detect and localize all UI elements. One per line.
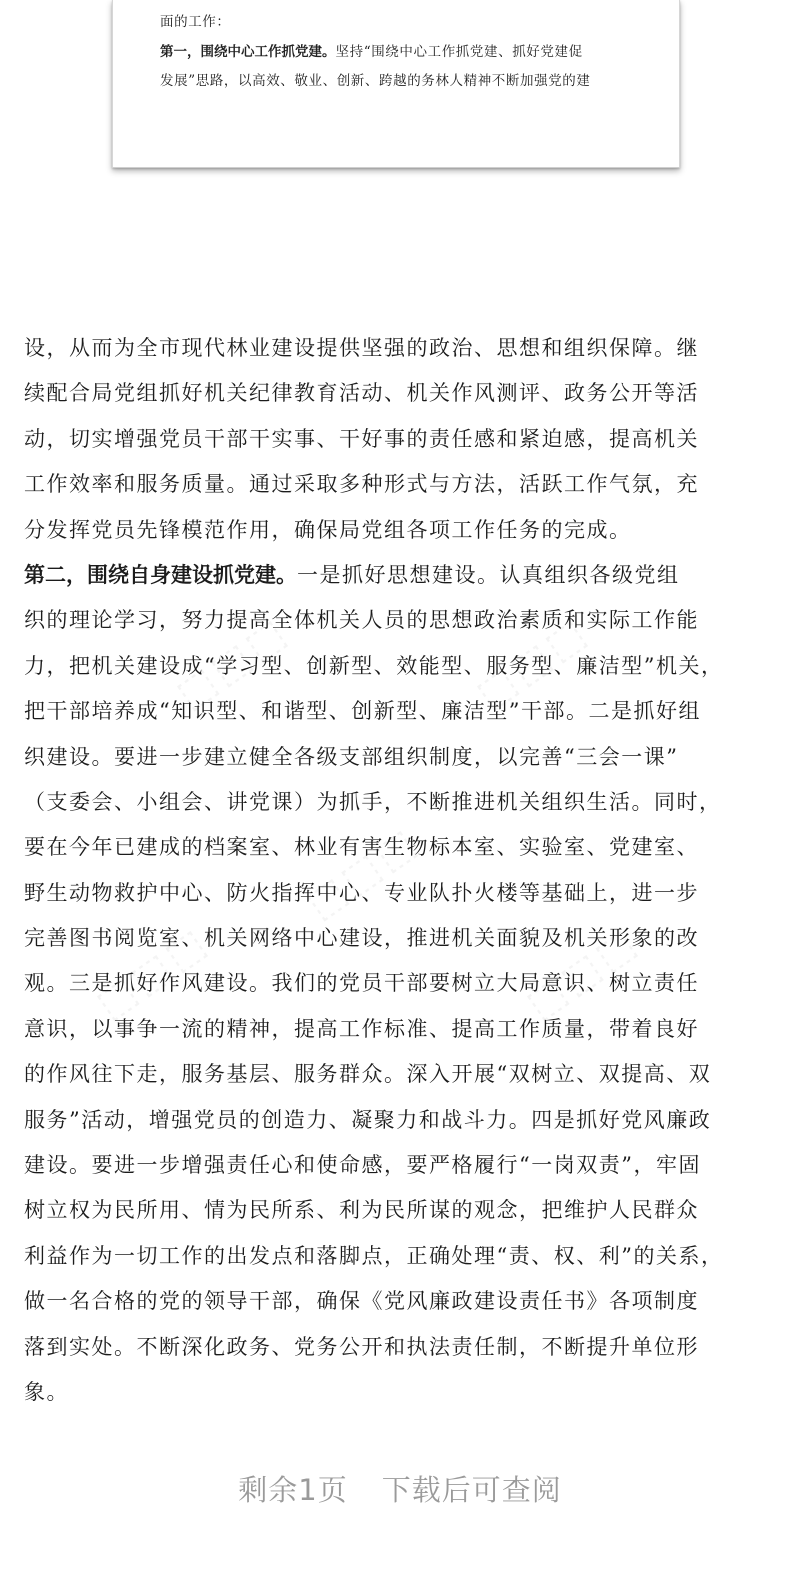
preview-heading: 第一，围绕中心工作抓党建。 [160, 44, 336, 60]
paragraph-line [24, 916, 784, 961]
paragraph-line [24, 961, 784, 1006]
watermark: ⬚⬚⬚ [298, 818, 428, 928]
line-text: 树立权为民所用、情为民所系、利为民所谋的观念，把维护人民群众 [24, 1198, 699, 1223]
paragraph-line [24, 371, 784, 416]
line-text: 要在今年已建成的档案室、林业有害生物标本室、实验室、党建室、 [24, 835, 699, 860]
previous-page-preview [112, 0, 680, 168]
line-text: 把干部培养成“知识型、和谐型、创新型、廉洁型”干部。二是抓好组 [24, 699, 701, 724]
paragraph-line [24, 553, 784, 598]
line-text: 分发挥党员先锋模范作用，确保局党组各项工作任务的完成。 [24, 517, 632, 542]
preview-text: 坚持“围绕中心工作抓党建、抓好党建促 [335, 44, 583, 60]
paragraph-line [24, 1370, 784, 1415]
line-text: （支委会、小组会、讲党课）为抓手，不断推进机关组织生活。同时， [24, 789, 722, 814]
paragraph-line [24, 1052, 784, 1097]
paragraph-line [24, 1188, 784, 1233]
watermark: ⬚⬚⬚ [168, 608, 298, 718]
document-body [24, 326, 784, 1415]
paragraph-line [24, 871, 784, 916]
paragraph-line [24, 1007, 784, 1052]
line-text: 完善图书阅览室、机关网络中心建设，推进机关面貌及机关形象的改 [24, 926, 699, 951]
paragraph-line [24, 644, 784, 689]
line-text: 象。 [24, 1379, 69, 1404]
line-text: 落到实处。不断深化政务、党务公开和执法责任制，不断提升单位形 [24, 1334, 699, 1359]
line-text: 设，从而为全市现代林业建设提供坚强的政治、思想和组织保障。继 [24, 336, 699, 360]
paragraph-line [24, 326, 784, 371]
line-text: 观。三是抓好作风建设。我们的党员干部要树立大局意识、树立责任 [24, 971, 699, 996]
paragraph-line [24, 508, 784, 553]
paragraph-line [24, 689, 784, 734]
line-text: 织的理论学习，努力提高全体机关人员的思想政治素质和实际工作能 [24, 608, 699, 633]
remaining-pages-label: 剩余1页 [238, 1473, 348, 1507]
paragraph-line [24, 735, 784, 780]
line-text: 织建设。要进一步建立健全各级支部组织制度，以完善“三会一课” [24, 744, 679, 769]
paragraph-line [24, 417, 784, 462]
watermark: ⬚⬚⬚ [518, 918, 648, 1028]
paragraph-line [24, 825, 784, 870]
paragraph-line [24, 780, 784, 825]
preview-line: 发展”思路，以高效、敬业、创新、跨越的务林人精神不断加强党的建 [160, 73, 591, 89]
line-text: 的作风往下走，服务基层、服务群众。深入开展“双树立、双提高、双 [24, 1062, 712, 1087]
line-text: 利益作为一切工作的出发点和落脚点，正确处理“责、权、利”的关系， [24, 1243, 724, 1268]
line-text: 建设。要进一步增强责任心和使命感，要严格履行“一岗双责”，牢固 [24, 1153, 701, 1178]
paragraph-line [24, 1325, 784, 1370]
download-to-view-label[interactable]: 下载后可查阅 [381, 1473, 562, 1507]
line-text: 续配合局党组抓好机关纪律教育活动、机关作风测评、政务公开等活 [24, 381, 699, 406]
paragraph-line [24, 462, 784, 507]
line-text: 一是抓好思想建设。认真组织各级党组 [297, 562, 680, 587]
line-text: 服务”活动，增强党员的创造力、凝聚力和战斗力。四是抓好党风廉政 [24, 1107, 712, 1132]
paragraph-line [24, 1143, 784, 1188]
paragraph-line [24, 1098, 784, 1143]
line-text: 力，把机关建设成“学习型、创新型、效能型、服务型、廉洁型”机关， [24, 653, 724, 678]
section-heading: 第二，围绕自身建设抓党建。 [24, 562, 297, 587]
line-text: 动，切实增强党员干部干实事、干好事的责任感和紧迫感，提高机关 [24, 426, 699, 451]
paragraph-line [24, 598, 784, 643]
paragraph-line [24, 1234, 784, 1279]
watermark: ⬚⬚⬚ [468, 608, 598, 718]
preview-line: 面的工作： [160, 14, 231, 30]
line-text: 野生动物救护中心、防火指挥中心、专业队扑火楼等基础上，进一步 [24, 880, 699, 905]
download-notice[interactable] [0, 1468, 800, 1509]
line-text: 工作效率和服务质量。通过采取多种形式与方法，活跃工作气氛，充 [24, 472, 699, 497]
line-text: 意识，以事争一流的精神，提高工作标准、提高工作质量，带着良好 [24, 1016, 699, 1041]
paragraph-line [24, 1279, 784, 1324]
preview-line [160, 42, 583, 62]
line-text: 做一名合格的党的领导干部，确保《党风廉政建设责任书》各项制度 [24, 1289, 699, 1314]
watermark: ⬚⬚⬚ [88, 918, 218, 1028]
